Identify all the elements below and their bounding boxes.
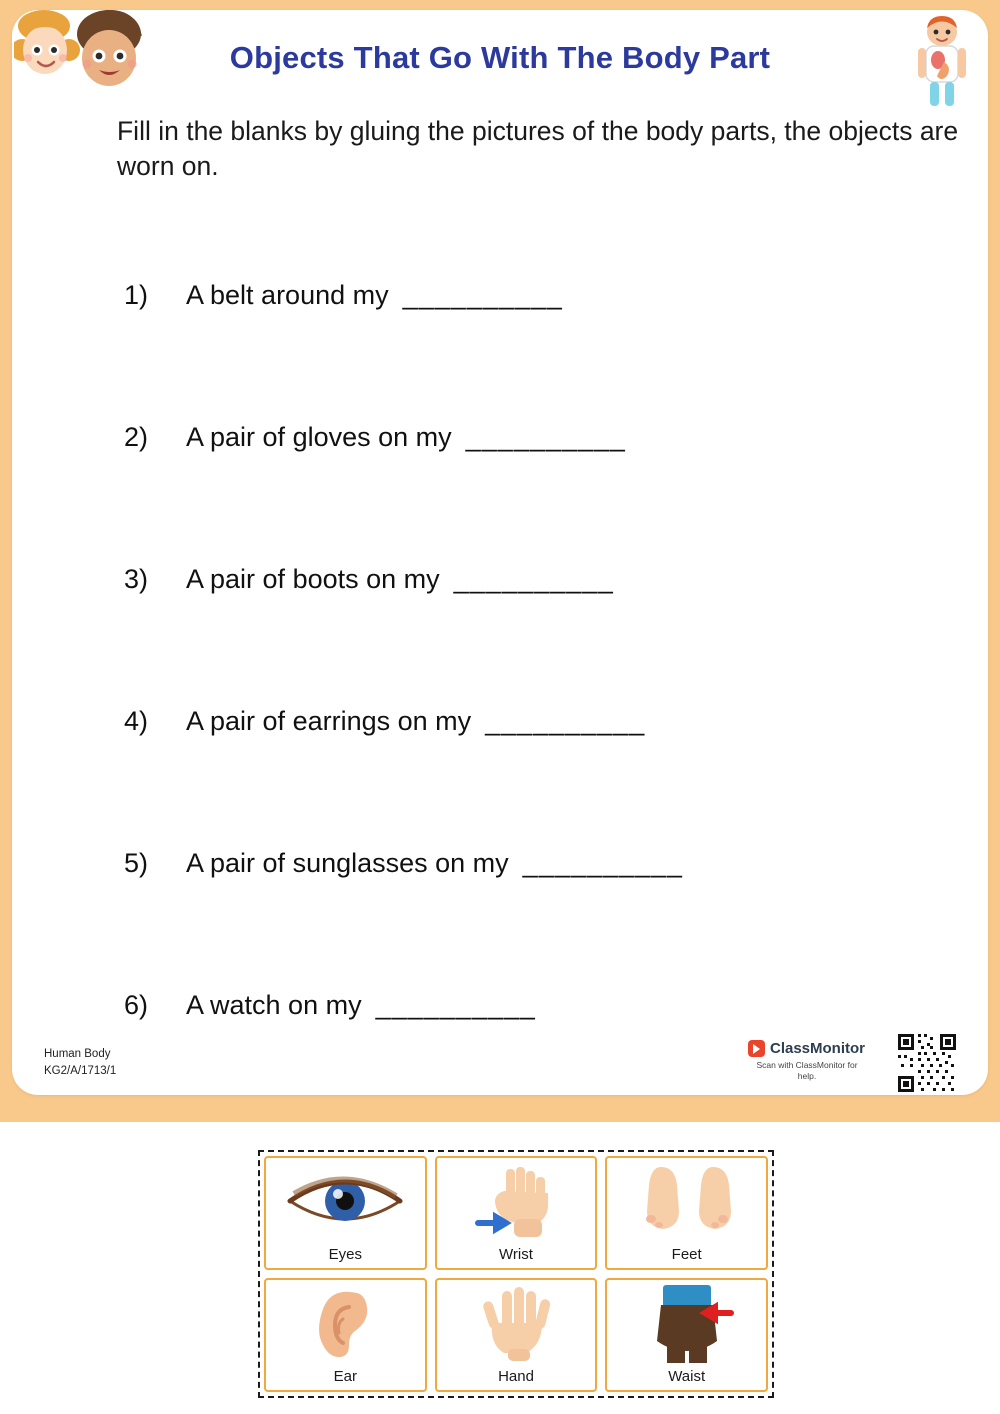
question-row <box>12 706 988 848</box>
card-label: Waist <box>668 1368 706 1385</box>
ear-icon <box>266 1284 425 1362</box>
human-body-icon <box>906 16 978 108</box>
feet-icon <box>607 1162 766 1240</box>
subject-label: Human Body <box>44 1048 111 1060</box>
card-label: Wrist <box>499 1246 533 1263</box>
cutout-card-hand[interactable] <box>435 1278 598 1392</box>
question-text: A belt around my <box>186 280 389 310</box>
waist-icon <box>607 1284 766 1362</box>
cutout-cards-grid <box>260 1152 772 1396</box>
brand-subtext: Scan with ClassMonitor for help. <box>756 1060 858 1082</box>
question-number: 1) <box>124 280 149 310</box>
answer-blank[interactable]: __________ <box>485 706 646 736</box>
card-label: Eyes <box>328 1246 362 1263</box>
cutout-card-wrist[interactable] <box>435 1156 598 1270</box>
worksheet-header <box>12 10 988 106</box>
question-number: 4) <box>124 706 149 736</box>
wrist-icon <box>437 1162 596 1240</box>
question-row <box>12 280 988 422</box>
classmonitor-logo-icon <box>748 1040 765 1057</box>
card-label: Feet <box>671 1246 702 1263</box>
qr-code-icon[interactable] <box>896 1032 958 1094</box>
page-title: Objects That Go With The Body Part <box>229 40 771 75</box>
question-text: A pair of earrings on my <box>186 706 472 736</box>
question-number: 3) <box>124 564 149 594</box>
question-number: 6) <box>124 990 149 1020</box>
question-row <box>12 564 988 706</box>
cutout-card-feet[interactable] <box>605 1156 768 1270</box>
cutout-cards-container <box>258 1150 774 1398</box>
question-row <box>12 848 988 990</box>
instructions-text: Fill in the blanks by gluing the pictures of the body parts, the objects are worn on. <box>117 116 959 181</box>
question-text: A watch on my <box>186 990 362 1020</box>
brand-block <box>748 1040 878 1082</box>
answer-blank[interactable]: __________ <box>465 422 626 452</box>
cutout-card-ear[interactable] <box>264 1278 427 1392</box>
questions-list <box>12 280 988 1095</box>
cutout-card-waist[interactable] <box>605 1278 768 1392</box>
question-number: 5) <box>124 848 149 878</box>
answer-blank[interactable]: __________ <box>453 564 614 594</box>
eye-icon <box>266 1162 425 1240</box>
worksheet-code <box>44 1046 116 1079</box>
question-row <box>12 422 988 564</box>
answer-blank[interactable]: __________ <box>402 280 563 310</box>
card-label: Ear <box>333 1368 357 1385</box>
brand-row <box>748 1040 878 1057</box>
answer-blank[interactable]: __________ <box>522 848 683 878</box>
code-label: KG2/A/1713/1 <box>44 1064 117 1077</box>
answer-blank[interactable]: __________ <box>375 990 536 1020</box>
worksheet-sheet <box>12 10 988 1095</box>
cutout-card-eyes[interactable] <box>264 1156 427 1270</box>
question-text: A pair of boots on my <box>186 564 440 594</box>
brand-name: ClassMonitor <box>770 1040 866 1057</box>
question-text: A pair of sunglasses on my <box>186 848 509 878</box>
question-number: 2) <box>124 422 149 452</box>
card-label: Hand <box>498 1368 534 1385</box>
hand-icon <box>437 1284 596 1362</box>
question-text: A pair of gloves on my <box>186 422 452 452</box>
